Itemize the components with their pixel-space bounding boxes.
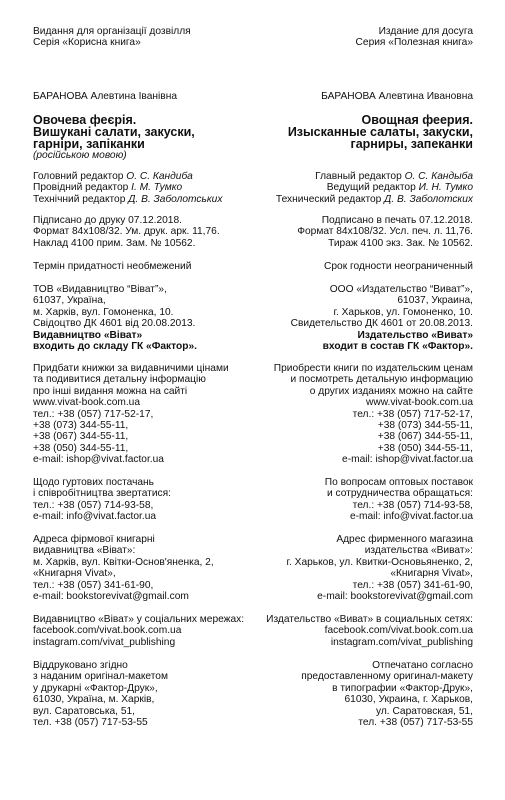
phone-line: тел.: +38 (057) 717-52-17, bbox=[33, 408, 154, 420]
printed-line: з наданим оригінал-макетом bbox=[33, 671, 168, 683]
print-details bbox=[253, 215, 473, 249]
instagram-link[interactable]: instagram.com/vivat_publishing bbox=[33, 636, 176, 648]
shelf-life bbox=[33, 261, 253, 272]
title-line: Овочева феєрія. bbox=[33, 113, 137, 127]
editor-line bbox=[253, 171, 473, 182]
publisher-line: ТОВ «Видавництво “Віват”», bbox=[33, 284, 167, 295]
phone-line: тел.: +38 (057) 341-61-90, bbox=[352, 579, 473, 591]
social-info bbox=[253, 614, 473, 648]
shelf-life bbox=[253, 261, 473, 272]
store-line: издательства «Виват»: bbox=[364, 545, 473, 557]
editor-role: Ведущий редактор bbox=[326, 182, 419, 194]
print-line: Формат 84x108/32. Усл. печ. л. 11,76. bbox=[297, 226, 473, 238]
printed-line: 61030, Украина, г. Харьков, bbox=[344, 694, 473, 706]
social-info bbox=[33, 614, 253, 648]
author bbox=[253, 91, 473, 102]
author-name: БАРАНОВА Алевтина Ивановна bbox=[321, 91, 473, 102]
publisher-info bbox=[253, 284, 473, 352]
printed-line: Віддруковано згідно bbox=[33, 660, 128, 671]
editor-line bbox=[33, 171, 253, 182]
editor-line bbox=[253, 182, 473, 193]
wholesale-line: і співробітництва звертатися: bbox=[33, 488, 171, 500]
store-info bbox=[253, 534, 473, 602]
printing-house-info bbox=[253, 660, 473, 728]
publisher-info bbox=[33, 284, 253, 352]
wholesale-info bbox=[33, 477, 253, 523]
author-name: БАРАНОВА Алевтина Іванівна bbox=[33, 91, 177, 102]
social-heading: Издательство «Виват» в социальных сетях: bbox=[266, 614, 473, 625]
facebook-link[interactable]: facebook.com/vivat.book.com.ua bbox=[33, 625, 182, 637]
editor-role: Технічний редактор bbox=[33, 193, 129, 205]
email-link[interactable]: e-mail: info@vivat.factor.ua bbox=[33, 511, 157, 523]
printed-line: 61030, Україна, м. Харків, bbox=[33, 694, 155, 706]
order-line: про інші видання можна на сайті bbox=[33, 385, 188, 397]
title-line: гарниры, запеканки bbox=[350, 136, 473, 151]
shelf-life-text: Срок годности неограниченный bbox=[324, 261, 473, 272]
store-line: «Книгарня Vivat», bbox=[33, 568, 116, 580]
email-link[interactable]: e-mail: info@vivat.factor.ua bbox=[349, 511, 473, 523]
editor-name: О. С. Кандиба bbox=[126, 171, 193, 182]
publication-info bbox=[33, 26, 253, 49]
phone-line: +38 (067) 344-55-11, bbox=[377, 431, 473, 443]
phone-line: тел.: +38 (057) 714-93-58, bbox=[33, 499, 154, 511]
printed-line: у друкарні «Фактор-Друк», bbox=[33, 682, 158, 694]
order-info bbox=[253, 363, 473, 466]
publisher-line: ООО «Издательство “Виват”», bbox=[329, 284, 473, 295]
publication-note: Видання для організації дозвілля bbox=[33, 26, 191, 37]
email-link[interactable]: e-mail: ishop@vivat.factor.ua bbox=[33, 454, 164, 466]
printed-line: Отпечатано согласно bbox=[372, 660, 473, 671]
editor-role: Провідний редактор bbox=[33, 182, 132, 194]
store-line: Адрес фирменного магазина bbox=[336, 534, 473, 545]
print-line: Подписано в печать 07.12.2018. bbox=[321, 215, 473, 226]
editors-list bbox=[253, 171, 473, 205]
book-title bbox=[33, 115, 253, 162]
author bbox=[33, 91, 253, 102]
editor-role: Главный редактор bbox=[315, 171, 405, 182]
title-line: Изысканные салаты, закуски, bbox=[287, 124, 473, 139]
order-line: о других изданиях можно на сайте bbox=[309, 385, 473, 397]
order-info bbox=[33, 363, 253, 466]
title-line: Овощная феерия. bbox=[361, 113, 473, 127]
publisher-line: м. Харків, вул. Гомоненка, 10. bbox=[33, 306, 174, 318]
editor-line bbox=[33, 194, 253, 205]
editors-list bbox=[33, 171, 253, 205]
order-line: и посмотреть детальную информацию bbox=[290, 374, 473, 386]
printed-line: ул. Саратовская, 51, bbox=[375, 705, 473, 717]
printed-line: в типографии «Фактор-Друк», bbox=[332, 682, 473, 694]
editor-role: Технический редактор bbox=[275, 193, 385, 205]
social-heading: Видавництво «Віват» у соціальних мережах: bbox=[33, 614, 245, 625]
phone-line: +38 (073) 344-55-11, bbox=[377, 420, 473, 432]
title-line: Вишукані салати, закуски, bbox=[33, 124, 195, 139]
phone-line: +38 (073) 344-55-11, bbox=[33, 420, 129, 432]
editor-name: І. М. Тумко bbox=[131, 182, 183, 194]
publisher-line: Свидетельство ДК 4601 от 20.08.2013. bbox=[290, 318, 473, 330]
phone-line: +38 (050) 344-55-11, bbox=[33, 442, 129, 454]
store-line: м. Харків, вул. Квітки-Основ'яненка, 2, bbox=[33, 556, 214, 568]
publication-info bbox=[253, 26, 473, 49]
printed-line: предоставленному оригинал-макету bbox=[301, 671, 473, 683]
publisher-line: 61037, Україна, bbox=[33, 295, 106, 307]
store-line: видавництва «Віват»: bbox=[33, 545, 136, 557]
publisher-line: г. Харьков, ул. Гомоненко, 10. bbox=[333, 306, 473, 318]
print-line: Підписано до друку 07.12.2018. bbox=[33, 215, 182, 226]
email-link[interactable]: e-mail: ishop@vivat.factor.ua bbox=[342, 454, 473, 466]
phone-line: +38 (050) 344-55-11, bbox=[377, 442, 473, 454]
book-title bbox=[253, 115, 473, 150]
facebook-link[interactable]: facebook.com/vivat.book.com.ua bbox=[324, 625, 473, 637]
phone-line: тел.: +38 (057) 341-61-90, bbox=[33, 579, 154, 591]
publisher-group-line: Видавництво «Віват» bbox=[33, 329, 143, 341]
editor-name: О. С. Кандыба bbox=[404, 171, 473, 182]
publisher-line: 61037, Украина, bbox=[397, 295, 473, 307]
order-line: Придбати книжки за видавничими цінами bbox=[33, 363, 229, 374]
printed-line: вул. Саратовська, 51, bbox=[33, 705, 135, 717]
series-name: Серія «Корисна книга» bbox=[33, 37, 141, 49]
publisher-line: Свідоцтво ДК 4601 від 20.08.2013. bbox=[33, 318, 196, 330]
store-line: Адреса фірмової книгарні bbox=[33, 534, 155, 545]
publisher-group-line: входить до складу ГК «Фактор». bbox=[33, 341, 197, 353]
title-line: гарніри, запіканки bbox=[33, 136, 145, 151]
wholesale-line: Щодо гуртових постачань bbox=[33, 477, 154, 488]
editor-name: И. Н. Тумко bbox=[418, 182, 473, 194]
wholesale-line: По вопросам оптовых поставок bbox=[324, 477, 473, 488]
order-line: Приобрести книги по издательским ценам bbox=[273, 363, 473, 374]
editor-name: Д. В. Заболотських bbox=[128, 193, 223, 205]
phone-line: +38 (067) 344-55-11, bbox=[33, 431, 129, 443]
store-line: «Книгарня Vivat», bbox=[390, 568, 473, 580]
editor-line bbox=[253, 194, 473, 205]
phone-line: тел.: +38 (057) 717-52-17, bbox=[352, 408, 473, 420]
print-line: Тираж 4100 экз. Зак. № 10562. bbox=[328, 237, 473, 249]
print-line: Наклад 4100 прим. Зам. № 10562. bbox=[33, 237, 196, 249]
language-note: (російською мовою) bbox=[33, 150, 127, 162]
order-line: та подивитися детальну інформацію bbox=[33, 374, 206, 386]
wholesale-info bbox=[253, 477, 473, 523]
website-link[interactable]: www.vivat-book.com.ua bbox=[33, 397, 141, 409]
printing-house-info bbox=[33, 660, 253, 728]
store-line: г. Харьков, ул. Квитки-Основьяненко, 2, bbox=[286, 556, 473, 568]
email-link[interactable]: e-mail: bookstorevivat@gmail.com bbox=[317, 591, 473, 603]
website-link[interactable]: www.vivat-book.com.ua bbox=[365, 397, 473, 409]
phone-line: тел. +38 (057) 717-53-55 bbox=[33, 717, 148, 729]
wholesale-line: и сотрудничества обращаться: bbox=[326, 488, 473, 500]
publisher-group-line: входит в состав ГК «Фактор». bbox=[322, 341, 473, 353]
print-details bbox=[33, 215, 253, 249]
series-name: Серия «Полезная книга» bbox=[355, 37, 473, 49]
editor-role: Головний редактор bbox=[33, 171, 127, 182]
email-link[interactable]: e-mail: bookstorevivat@gmail.com bbox=[33, 591, 189, 603]
print-line: Формат 84x108/32. Ум. друк. арк. 11,76. bbox=[33, 226, 220, 238]
phone-line: тел. +38 (057) 717-53-55 bbox=[358, 717, 473, 729]
editor-name: Д. В. Заболотских bbox=[384, 193, 473, 205]
shelf-life-text: Термін придатності необмежений bbox=[33, 261, 192, 272]
publication-note: Издание для досуга bbox=[378, 26, 473, 37]
editor-line bbox=[33, 182, 253, 193]
phone-line: тел.: +38 (057) 714-93-58, bbox=[352, 499, 473, 511]
instagram-link[interactable]: instagram.com/vivat_publishing bbox=[330, 636, 473, 648]
store-info bbox=[33, 534, 253, 602]
publisher-group-line: Издательство «Виват» bbox=[357, 329, 473, 341]
